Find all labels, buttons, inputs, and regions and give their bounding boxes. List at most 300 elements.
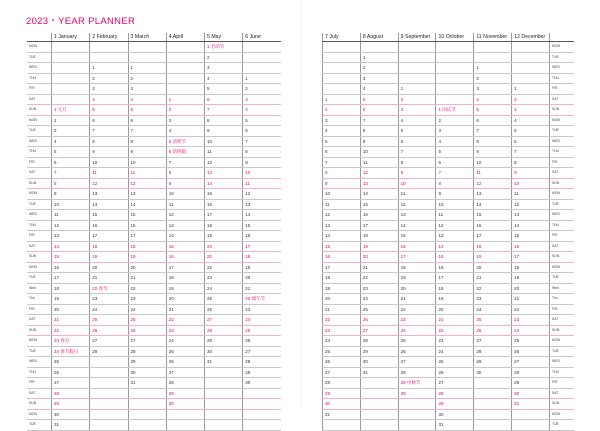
- day-cell: 18: [166, 273, 204, 284]
- planner-row: [27, 399, 281, 410]
- day-cell: [512, 420, 550, 431]
- day-cell: 11: [436, 210, 474, 221]
- day-cell: 17: [474, 231, 512, 242]
- planner-row: [323, 273, 575, 284]
- day-cell: 8: [205, 115, 243, 126]
- weekday-label: FRI: [550, 231, 575, 242]
- day-cell: 14: [128, 199, 166, 210]
- day-cell: 17: [205, 210, 243, 221]
- day-cell: 9: [166, 178, 204, 189]
- day-cell: 29: [436, 399, 474, 410]
- day-cell: 22: [474, 283, 512, 294]
- planner-row: [323, 346, 575, 357]
- day-cell: 19: [360, 241, 398, 252]
- weekday-label: WED: [27, 357, 52, 368]
- planner-row: [323, 126, 575, 137]
- day-cell: 16: [360, 210, 398, 221]
- day-cell: 13: [436, 231, 474, 242]
- weekday-label: MON: [27, 42, 52, 53]
- day-cell: 2: [360, 63, 398, 74]
- day-cell: 24: [474, 304, 512, 315]
- weekday-label: WED: [550, 357, 575, 368]
- day-cell: 16: [166, 252, 204, 263]
- day-cell: [512, 52, 550, 63]
- day-cell: 28: [90, 346, 128, 357]
- day-cell: 30: [398, 388, 436, 399]
- day-cell: 5: [205, 84, 243, 95]
- day-cell: 8: [323, 168, 361, 179]
- day-cell: 9: [90, 147, 128, 158]
- planner-row: [323, 189, 575, 200]
- weekday-label: TUE: [27, 52, 52, 63]
- weekday-label: TUE: [550, 420, 575, 431]
- day-cell: 24: [436, 346, 474, 357]
- day-cell: 26: [128, 325, 166, 336]
- day-cell: 4: [243, 105, 281, 116]
- day-cell: 13: [243, 199, 281, 210]
- day-cell: 8: [474, 136, 512, 147]
- day-cell: 23: [360, 283, 398, 294]
- weekday-label: SAT: [27, 315, 52, 326]
- day-cell: 21: [512, 294, 550, 305]
- day-cell: 23: [512, 315, 550, 326]
- weekday-label: THU: [550, 147, 575, 158]
- day-cell: 15: [360, 199, 398, 210]
- weekday-label: MON: [27, 409, 52, 420]
- day-cell: 10: [166, 189, 204, 200]
- day-cell: 18: [360, 231, 398, 242]
- day-cell: 6: [436, 157, 474, 168]
- day-cell: 8: [512, 157, 550, 168]
- day-cell: 6: [474, 115, 512, 126]
- day-cell: 17: [398, 252, 436, 263]
- day-cell: 18: [243, 252, 281, 263]
- day-cell: 29: [243, 367, 281, 378]
- day-cell: 26: [360, 315, 398, 326]
- day-cell: 27: [323, 367, 361, 378]
- day-cell: 14: [398, 220, 436, 231]
- day-cell: [243, 388, 281, 399]
- planner-row: [323, 294, 575, 305]
- day-cell: 2: [243, 84, 281, 95]
- weekday-label: Thu: [27, 294, 52, 305]
- day-cell: 7: [128, 126, 166, 137]
- day-cell: 19: [52, 294, 90, 305]
- day-cell: 7: [360, 115, 398, 126]
- weekday-label: MON: [27, 262, 52, 273]
- day-cell: [323, 73, 361, 84]
- month-header: 6 June: [243, 33, 281, 42]
- day-cell: 26: [323, 357, 361, 368]
- day-cell: 19: [205, 231, 243, 242]
- day-cell: 14: [474, 199, 512, 210]
- planner-row: [27, 283, 281, 294]
- day-cell: 1: [398, 84, 436, 95]
- day-cell: [436, 42, 474, 53]
- planner-row: [323, 399, 575, 410]
- month-header: 10 October: [436, 33, 474, 42]
- planner-row: [27, 73, 281, 84]
- month-header: 2 February: [90, 33, 128, 42]
- day-cell: 1 元旦: [52, 105, 90, 116]
- planner-row: [27, 178, 281, 189]
- day-cell: [166, 52, 204, 63]
- day-cell: 20: [128, 262, 166, 273]
- planner-row: [27, 304, 281, 315]
- day-cell: 5: [474, 105, 512, 116]
- day-cell: 22: [360, 273, 398, 284]
- day-cell: [52, 42, 90, 53]
- day-cell: 13: [323, 220, 361, 231]
- day-cell: 12: [243, 189, 281, 200]
- day-cell: 23: [398, 315, 436, 326]
- day-cell: 22: [436, 325, 474, 336]
- day-cell: 22: [398, 304, 436, 315]
- day-cell: [205, 399, 243, 410]
- day-cell: 25: [128, 315, 166, 326]
- day-cell: 4: [90, 94, 128, 105]
- day-cell: 8: [436, 178, 474, 189]
- month-header: 5 May: [205, 33, 243, 42]
- weekday-label: FRI: [550, 84, 575, 95]
- day-cell: 7: [243, 136, 281, 147]
- day-cell: 9: [398, 168, 436, 179]
- day-cell: 19: [90, 252, 128, 263]
- day-cell: 18: [90, 241, 128, 252]
- day-cell: [323, 63, 361, 74]
- day-cell: 31: [52, 420, 90, 431]
- day-cell: 28: [360, 336, 398, 347]
- day-cell: 31: [205, 357, 243, 368]
- day-cell: 6: [90, 115, 128, 126]
- day-cell: 1: [90, 63, 128, 74]
- day-cell: 17: [512, 252, 550, 263]
- day-cell: [360, 409, 398, 420]
- day-cell: [512, 63, 550, 74]
- planner-row: [323, 325, 575, 336]
- day-cell: 6: [398, 136, 436, 147]
- day-cell: 26: [243, 336, 281, 347]
- day-cell: 14: [436, 241, 474, 252]
- weekday-label: FRI: [27, 157, 52, 168]
- day-cell: 2: [128, 73, 166, 84]
- day-cell: 24: [128, 304, 166, 315]
- planner-row: [323, 388, 575, 399]
- day-cell: 2: [512, 94, 550, 105]
- day-cell: 6: [52, 157, 90, 168]
- day-cell: [166, 420, 204, 431]
- weekday-label: WED: [550, 63, 575, 74]
- day-cell: 12: [360, 168, 398, 179]
- weekday-label: TUE: [550, 52, 575, 63]
- day-cell: 7: [323, 157, 361, 168]
- planner-row: [323, 94, 575, 105]
- day-cell: 7: [436, 168, 474, 179]
- day-cell: 21: [398, 294, 436, 305]
- day-cell: 1: [360, 52, 398, 63]
- day-cell: 23: [243, 304, 281, 315]
- planner-row: [323, 367, 575, 378]
- day-cell: [360, 399, 398, 410]
- day-cell: 23: [323, 325, 361, 336]
- weekday-label: THU: [550, 73, 575, 84]
- day-cell: 3: [166, 115, 204, 126]
- day-cell: 3: [52, 126, 90, 137]
- day-cell: 14: [166, 231, 204, 242]
- planner-row: [27, 94, 281, 105]
- day-cell: 16: [52, 262, 90, 273]
- day-cell: 17: [128, 231, 166, 242]
- planner-row: [27, 220, 281, 231]
- planner-row: [27, 115, 281, 126]
- day-cell: 19: [512, 273, 550, 284]
- day-cell: 30: [512, 388, 550, 399]
- day-cell: 29 中秋节: [398, 378, 436, 389]
- planner-row: [323, 199, 575, 210]
- planner-row: [323, 178, 575, 189]
- month-header: 11 November: [474, 33, 512, 42]
- day-cell: 5: [360, 94, 398, 105]
- day-cell: 20: [398, 283, 436, 294]
- day-cell: 25: [436, 357, 474, 368]
- day-cell: 13: [474, 189, 512, 200]
- day-cell: 30: [166, 399, 204, 410]
- day-cell: 13: [52, 231, 90, 242]
- planner-row: [27, 199, 281, 210]
- day-cell: 9: [323, 178, 361, 189]
- weekday-label: MON: [550, 336, 575, 347]
- planner-row: [323, 84, 575, 95]
- day-cell: 27: [512, 357, 550, 368]
- day-cell: 26: [52, 367, 90, 378]
- day-cell: 1: [474, 63, 512, 74]
- day-cell: [360, 378, 398, 389]
- day-cell: 5: [323, 136, 361, 147]
- day-cell: 24: [360, 294, 398, 305]
- day-cell: [52, 52, 90, 63]
- weekday-column-header: [27, 33, 52, 42]
- day-cell: 6: [360, 105, 398, 116]
- planner-row: [27, 84, 281, 95]
- day-cell: 15: [205, 189, 243, 200]
- day-cell: [205, 409, 243, 420]
- weekday-label: Wed: [27, 283, 52, 294]
- day-cell: [323, 42, 361, 53]
- weekday-label: THU: [550, 367, 575, 378]
- day-cell: 17: [166, 262, 204, 273]
- day-cell: 24: [243, 315, 281, 326]
- day-cell: 12: [474, 178, 512, 189]
- day-cell: 9: [360, 136, 398, 147]
- day-cell: 24: [323, 336, 361, 347]
- day-cell: [474, 420, 512, 431]
- day-cell: 15: [323, 241, 361, 252]
- day-cell: 27: [243, 346, 281, 357]
- planner-row: [323, 241, 575, 252]
- day-cell: 1: [323, 94, 361, 105]
- planner-row: [27, 52, 281, 63]
- day-cell: 8: [360, 126, 398, 137]
- day-cell: 19: [166, 283, 204, 294]
- weekday-label: SAT: [27, 388, 52, 399]
- day-cell: 9: [205, 126, 243, 137]
- day-cell: [128, 399, 166, 410]
- day-cell: [128, 42, 166, 53]
- day-cell: 15: [243, 220, 281, 231]
- day-cell: 20: [166, 294, 204, 305]
- day-cell: 6: [205, 94, 243, 105]
- day-cell: [436, 52, 474, 63]
- day-cell: [90, 388, 128, 399]
- day-cell: [436, 84, 474, 95]
- day-cell: 4: [52, 136, 90, 147]
- planner-row: [323, 168, 575, 179]
- day-cell: 28: [323, 378, 361, 389]
- day-cell: 6: [323, 147, 361, 158]
- planner-row: [27, 252, 281, 263]
- day-cell: 5: [512, 126, 550, 137]
- day-cell: 28: [512, 367, 550, 378]
- day-cell: 24: [90, 304, 128, 315]
- day-cell: 23: [474, 294, 512, 305]
- day-cell: 22: [128, 283, 166, 294]
- day-cell: 20: [436, 304, 474, 315]
- day-cell: 21: [205, 252, 243, 263]
- day-cell: 28: [128, 346, 166, 357]
- weekday-label: SUN: [27, 399, 52, 410]
- weekday-label: SUN: [550, 178, 575, 189]
- day-cell: [323, 420, 361, 431]
- day-cell: [512, 409, 550, 420]
- day-cell: 25: [90, 315, 128, 326]
- day-cell: 31: [128, 378, 166, 389]
- day-cell: 15: [398, 231, 436, 242]
- day-cell: 24: [205, 283, 243, 294]
- weekday-label: FRI: [27, 304, 52, 315]
- day-cell: 14: [243, 210, 281, 221]
- day-cell: 28: [474, 346, 512, 357]
- weekday-label: MON: [27, 189, 52, 200]
- day-cell: 4: [128, 94, 166, 105]
- day-cell: 19: [398, 273, 436, 284]
- day-cell: 12: [166, 210, 204, 221]
- day-cell: 9: [128, 147, 166, 158]
- day-cell: [398, 52, 436, 63]
- weekday-label: TUE: [550, 346, 575, 357]
- day-cell: 30: [323, 399, 361, 410]
- day-cell: [166, 63, 204, 74]
- day-cell: 24: [512, 325, 550, 336]
- day-cell: 3: [512, 105, 550, 116]
- day-cell: 11: [166, 199, 204, 210]
- day-cell: [436, 94, 474, 105]
- day-cell: 20: [90, 262, 128, 273]
- day-cell: 9: [52, 189, 90, 200]
- day-cell: 20: [323, 294, 361, 305]
- page-gutter: [300, 0, 301, 410]
- weekday-label: THU: [27, 220, 52, 231]
- day-cell: [166, 73, 204, 84]
- weekday-label: SUN: [27, 252, 52, 263]
- day-cell: 26: [512, 346, 550, 357]
- day-cell: 28: [52, 388, 90, 399]
- planner-row: [323, 147, 575, 158]
- day-cell: 19: [436, 294, 474, 305]
- day-cell: 29: [474, 357, 512, 368]
- day-cell: [243, 399, 281, 410]
- day-cell: 4: [398, 115, 436, 126]
- day-cell: 5: [52, 147, 90, 158]
- weekday-label: MON: [550, 409, 575, 420]
- day-cell: 4: [436, 136, 474, 147]
- day-cell: 13: [90, 189, 128, 200]
- day-cell: 25: [52, 357, 90, 368]
- day-cell: 17: [323, 262, 361, 273]
- planner-row: [27, 147, 281, 158]
- weekday-label: FRI: [550, 378, 575, 389]
- day-cell: 24 春节假日: [52, 346, 90, 357]
- day-cell: 3: [398, 105, 436, 116]
- day-cell: 21: [90, 273, 128, 284]
- day-cell: 12: [52, 220, 90, 231]
- day-cell: 27: [90, 336, 128, 347]
- weekday-label: TUE: [27, 346, 52, 357]
- day-cell: 1 劳动节: [205, 42, 243, 53]
- day-cell: 20: [52, 304, 90, 315]
- day-cell: 8: [52, 178, 90, 189]
- day-cell: 22 端午节: [243, 294, 281, 305]
- day-cell: 30: [243, 378, 281, 389]
- planner-row: [323, 336, 575, 347]
- day-cell: [474, 378, 512, 389]
- day-cell: [166, 42, 204, 53]
- day-cell: [474, 52, 512, 63]
- weekday-label: MON: [550, 115, 575, 126]
- day-cell: 18: [52, 283, 90, 294]
- day-cell: 14: [360, 189, 398, 200]
- planner-row: [27, 378, 281, 389]
- day-cell: 1: [128, 63, 166, 74]
- day-cell: 4: [166, 126, 204, 137]
- day-cell: 27: [474, 336, 512, 347]
- weekday-label: THU: [27, 73, 52, 84]
- day-cell: 7: [52, 168, 90, 179]
- day-cell: 23: [128, 294, 166, 305]
- day-cell: 28: [205, 325, 243, 336]
- day-cell: 12: [512, 199, 550, 210]
- day-cell: 29: [166, 388, 204, 399]
- weekday-label: WED: [27, 63, 52, 74]
- day-cell: 21: [52, 315, 90, 326]
- day-cell: [398, 63, 436, 74]
- day-cell: [398, 42, 436, 53]
- day-cell: 29: [323, 388, 361, 399]
- day-cell: 29: [360, 346, 398, 357]
- weekday-label: WED: [550, 210, 575, 221]
- day-cell: 21: [243, 283, 281, 294]
- day-cell: [323, 84, 361, 95]
- day-cell: 5: [398, 126, 436, 137]
- planner-row: [27, 126, 281, 137]
- day-cell: 30: [128, 367, 166, 378]
- day-cell: 18: [436, 283, 474, 294]
- planner-row: [323, 52, 575, 63]
- day-cell: 2: [323, 105, 361, 116]
- day-cell: 9: [243, 157, 281, 168]
- day-cell: 5: [90, 105, 128, 116]
- planner-row: [27, 273, 281, 284]
- day-cell: 27: [166, 367, 204, 378]
